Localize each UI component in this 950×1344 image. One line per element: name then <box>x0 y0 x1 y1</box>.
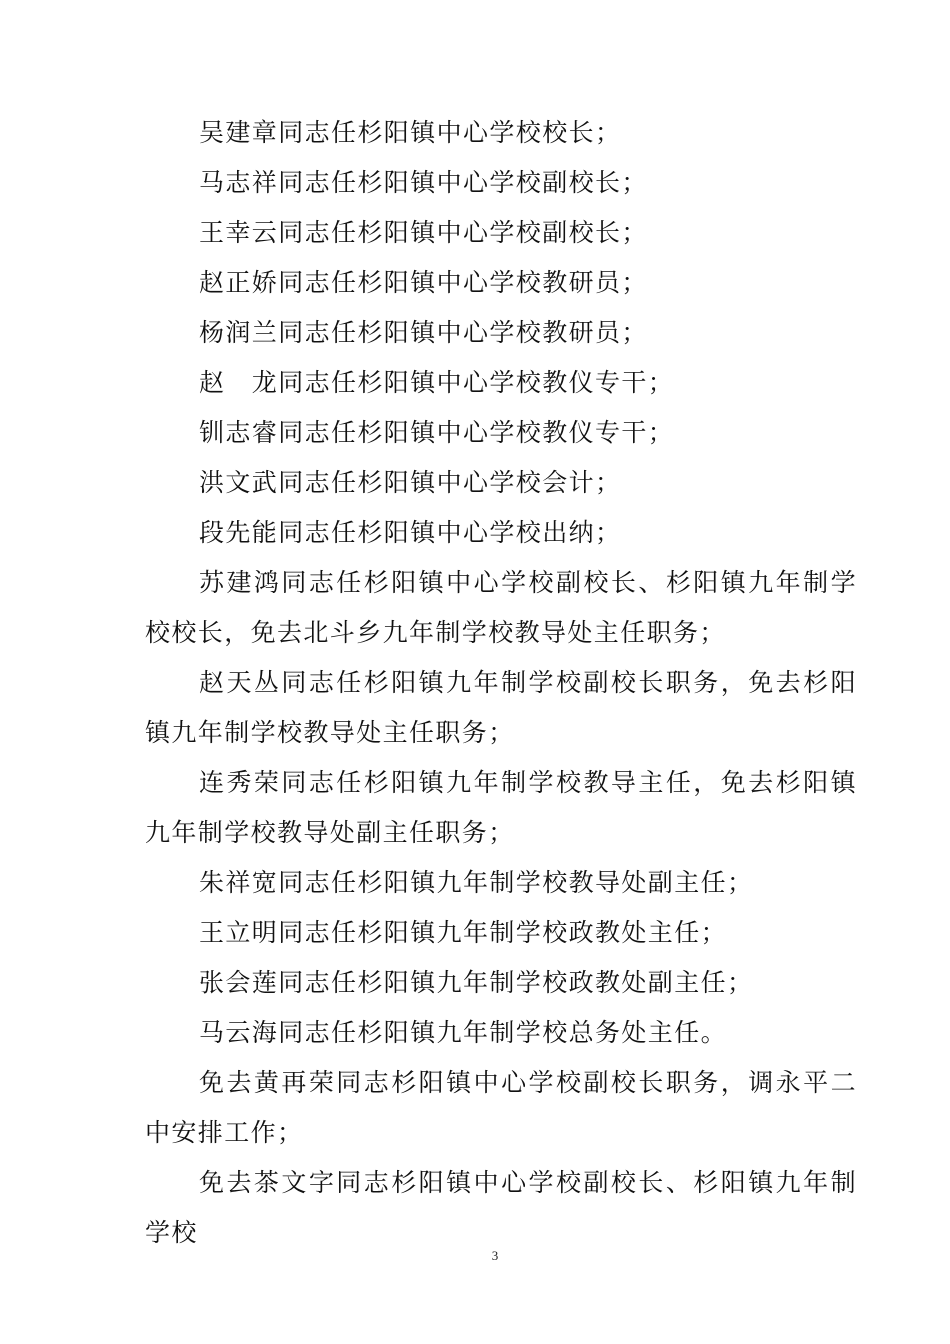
paragraph-12: 连秀荣同志任杉阳镇九年制学校教导主任，免去杉阳镇九年制学校教导处副主任职务； <box>145 768 857 847</box>
paragraph-2: 马志祥同志任杉阳镇中心学校副校长； <box>199 168 648 197</box>
paragraph-7: 钏志睿同志任杉阳镇中心学校教仪专干； <box>199 418 675 447</box>
paragraph-4: 赵正娇同志任杉阳镇中心学校教研员； <box>199 268 648 297</box>
paragraph-15: 张会莲同志任杉阳镇九年制学校政教处副主任； <box>199 968 754 997</box>
paragraph-10: 苏建鸿同志任杉阳镇中心学校副校长、杉阳镇九年制学校校长，免去北斗乡九年制学校教导处主任职务； <box>145 568 857 647</box>
page-number: 3 <box>491 1248 499 1263</box>
paragraph-13: 朱祥宽同志任杉阳镇九年制学校教导处副主任； <box>199 868 754 897</box>
paragraph-9: 段先能同志任杉阳镇中心学校出纳； <box>199 518 622 547</box>
paragraph-3: 王幸云同志任杉阳镇中心学校副校长； <box>199 218 648 247</box>
paragraph-1: 吴建章同志任杉阳镇中心学校校长； <box>199 118 622 147</box>
paragraph-8: 洪文武同志任杉阳镇中心学校会计； <box>199 468 622 497</box>
paragraph-11: 赵天丛同志任杉阳镇九年制学校副校长职务，免去杉阳镇九年制学校教导处主任职务； <box>145 668 857 747</box>
paragraph-16: 马云海同志任杉阳镇九年制学校总务处主任。 <box>199 1018 728 1047</box>
paragraph-5: 杨润兰同志任杉阳镇中心学校教研员； <box>199 318 648 347</box>
paragraph-14: 王立明同志任杉阳镇九年制学校政教处主任； <box>199 918 728 947</box>
paragraph-18: 免去茶文字同志杉阳镇中心学校副校长、杉阳镇九年制学校 <box>145 1168 857 1247</box>
paragraph-17: 免去黄再荣同志杉阳镇中心学校副校长职务，调永平二中安排工作； <box>145 1068 857 1147</box>
paragraph-6: 赵 龙同志任杉阳镇中心学校教仪专干； <box>199 368 675 397</box>
document-body <box>145 108 857 1258</box>
